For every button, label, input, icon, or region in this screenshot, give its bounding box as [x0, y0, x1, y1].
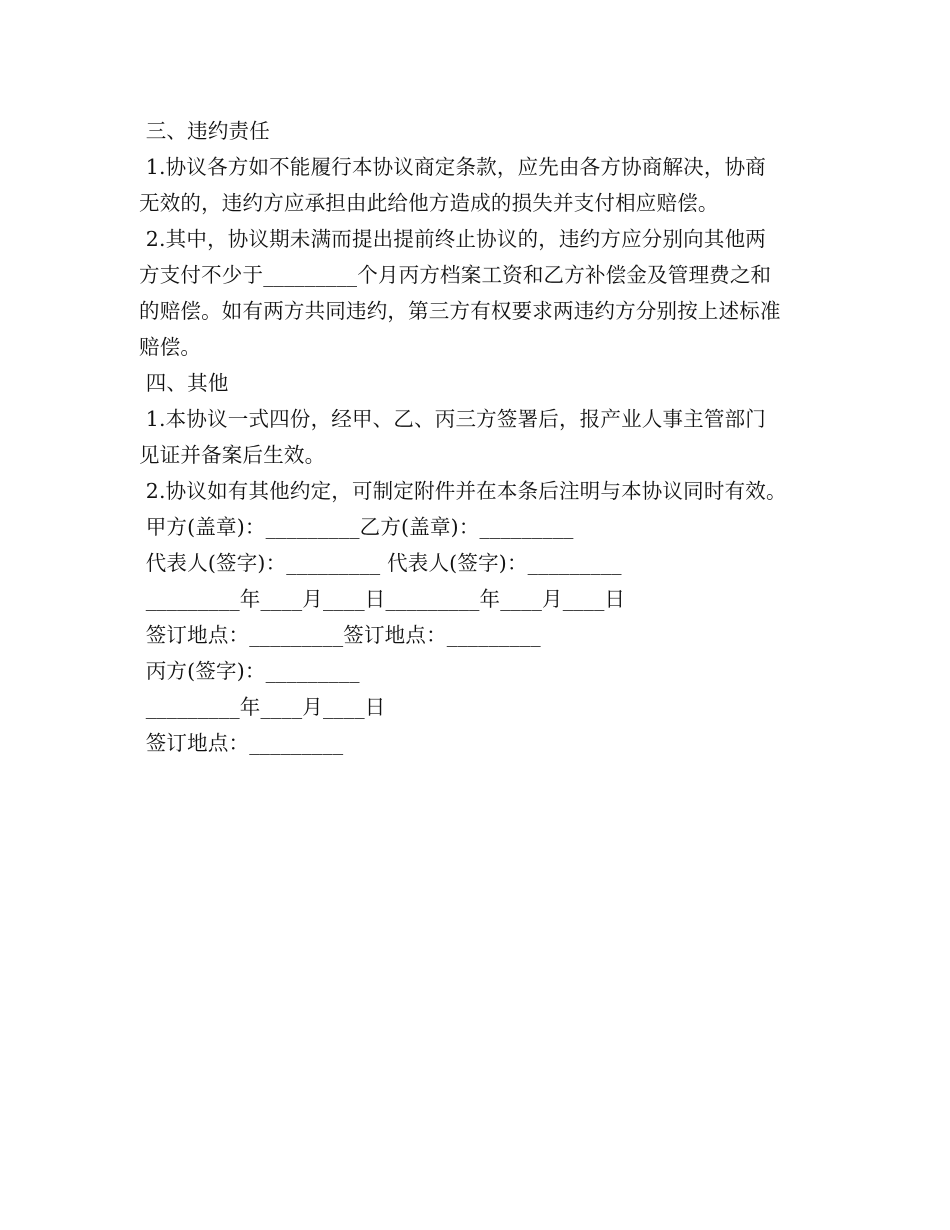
- clause-3-2-line-4: 赔偿。: [139, 335, 202, 359]
- signature-dates-a-b: _________年____月____日_________年____月____日: [139, 587, 626, 611]
- signature-location-c: 签订地点：_________: [139, 731, 344, 755]
- clause-4-2-line-1: 2.协议如有其他约定，可制定附件并在本条后注明与本协议同时有效。: [139, 479, 787, 503]
- clause-3-2-line-1: 2.其中，协议期未满而提出提前终止协议的，违约方应分别向其他两: [139, 227, 766, 251]
- signature-seal-party-a-b: 甲方(盖章)：_________乙方(盖章)：_________: [139, 515, 574, 539]
- clause-4-1-line-1: 1.本协议一式四份，经甲、乙、丙三方签署后，报产业人事主管部门: [139, 407, 766, 431]
- clause-3-2-line-2: 方支付不少于_________个月丙方档案工资和乙方补偿金及管理费之和: [139, 263, 772, 287]
- clause-3-1-line-2: 无效的，违约方应承担由此给他方造成的损失并支付相应赔偿。: [139, 191, 719, 215]
- signature-locations-a-b: 签订地点：_________签订地点：_________: [139, 623, 541, 647]
- signature-date-c: _________年____月____日: [139, 695, 386, 719]
- signature-representatives: 代表人(签字)：_________ 代表人(签字)：_________: [139, 551, 622, 575]
- section-heading-breach: 三、违约责任: [139, 119, 270, 143]
- signature-party-c: 丙方(签字)：_________: [139, 659, 360, 683]
- clause-3-1-line-1: 1.协议各方如不能履行本协议商定条款，应先由各方协商解决，协商: [139, 155, 766, 179]
- section-heading-other: 四、其他: [139, 371, 229, 395]
- clause-4-1-line-2: 见证并备案后生效。: [139, 443, 326, 467]
- document-body: [139, 113, 829, 761]
- clause-3-2-line-3: 的赔偿。如有两方共同违约，第三方有权要求两违约方分别按上述标准: [139, 299, 781, 323]
